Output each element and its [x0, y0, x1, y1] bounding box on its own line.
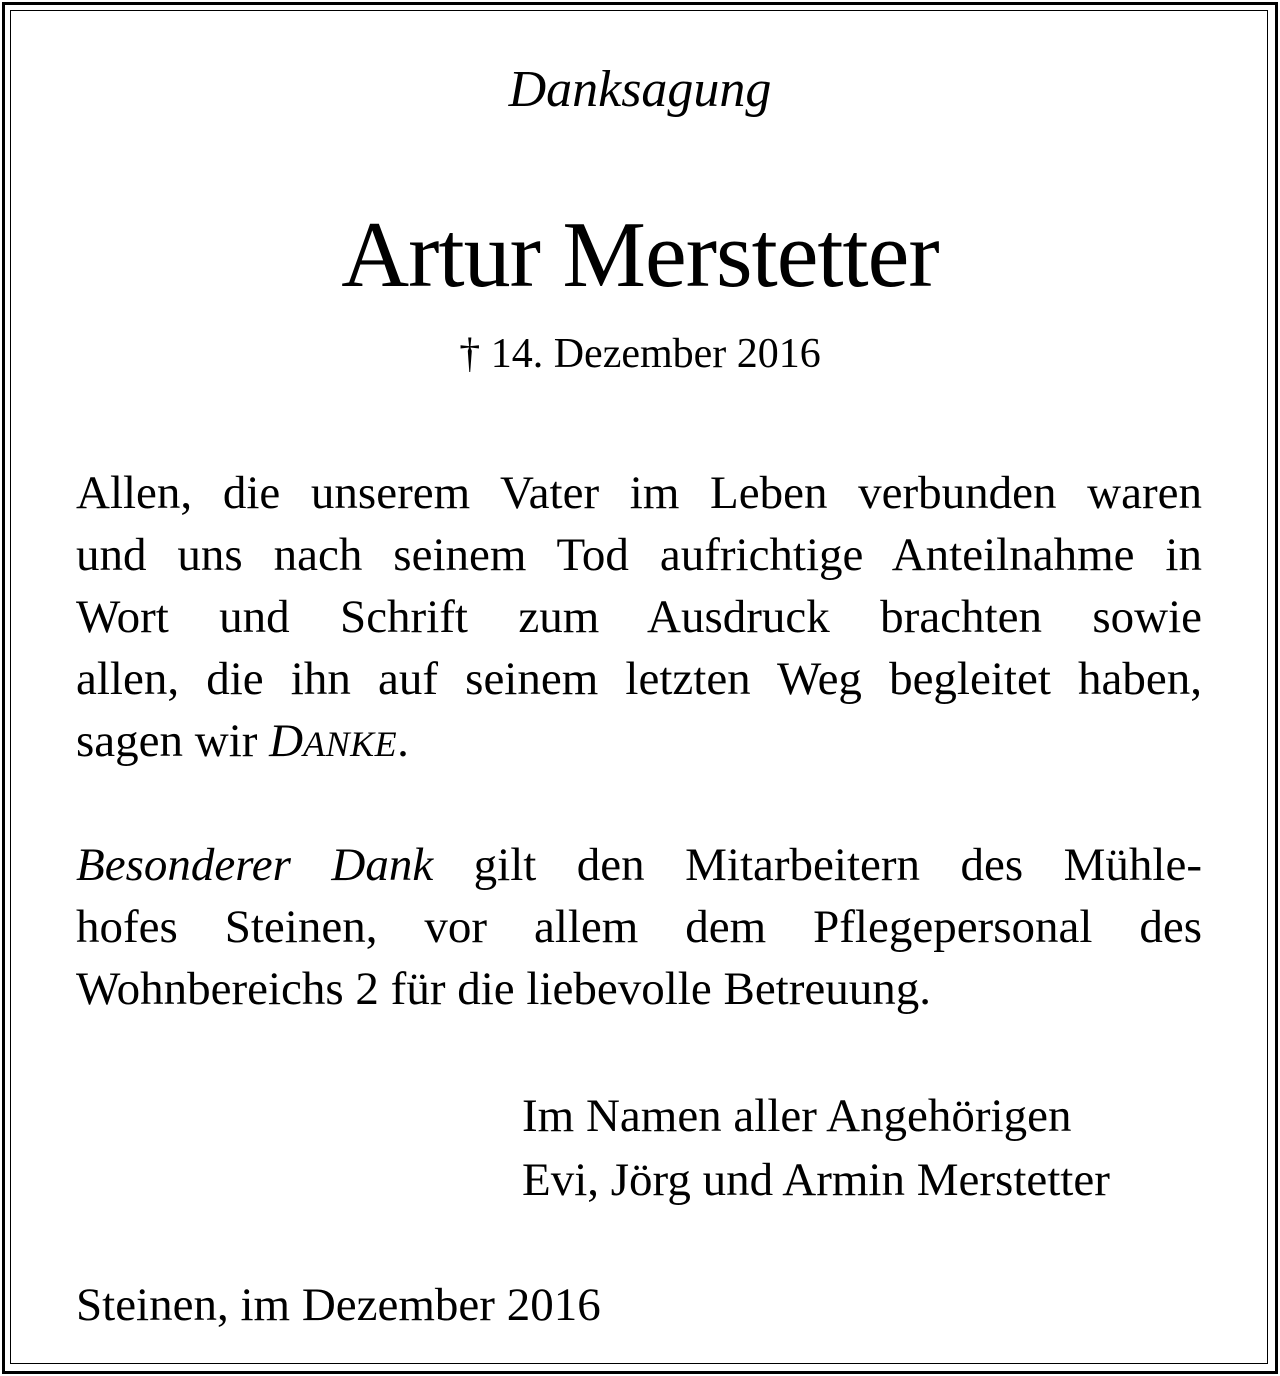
thanks-paragraph [76, 462, 1202, 772]
danke-initial: D [269, 715, 304, 767]
paragraph-line: Wort und Schrift zum Ausdruck brachten sowie [76, 591, 1202, 643]
notice-heading: Danksagung [508, 61, 772, 118]
paragraph-text: . [397, 715, 409, 767]
signature-line: Im Namen aller Angehörigen [522, 1090, 1072, 1142]
paragraph-text: sagen wir [76, 715, 270, 767]
signature-block [522, 1084, 1222, 1212]
paragraph-line: Wohnbereichs 2 für die liebevolle Betreuung. [76, 963, 931, 1015]
paragraph-line: Allen, die unserem Vater im Leben verbunden waren [76, 467, 1202, 519]
special-thanks-emphasis: Besonderer Dank [76, 839, 434, 891]
paragraph-line: allen, die ihn auf seinem letzten Weg begleitet haben, [76, 653, 1202, 705]
deceased-name: Artur Merstetter [341, 203, 939, 307]
danke-smallcaps: ANKE [303, 724, 398, 764]
paragraph-line: hofes Steinen, vor allem dem Pflegepersonal des [76, 901, 1202, 953]
paragraph-line [76, 710, 1202, 772]
special-thanks-paragraph [76, 834, 1202, 1020]
signature-line: Evi, Jörg und Armin Merstetter [522, 1154, 1110, 1206]
paragraph-text: gilt den Mitarbeitern des Mühle- [433, 839, 1202, 891]
death-date: † 14. Dezember 2016 [459, 331, 821, 377]
paragraph-line [76, 834, 1202, 896]
paragraph-line: und uns nach seinem Tod aufrichtige Anteilnahme in [76, 529, 1202, 581]
place-and-date: Steinen, im Dezember 2016 [76, 1279, 601, 1331]
